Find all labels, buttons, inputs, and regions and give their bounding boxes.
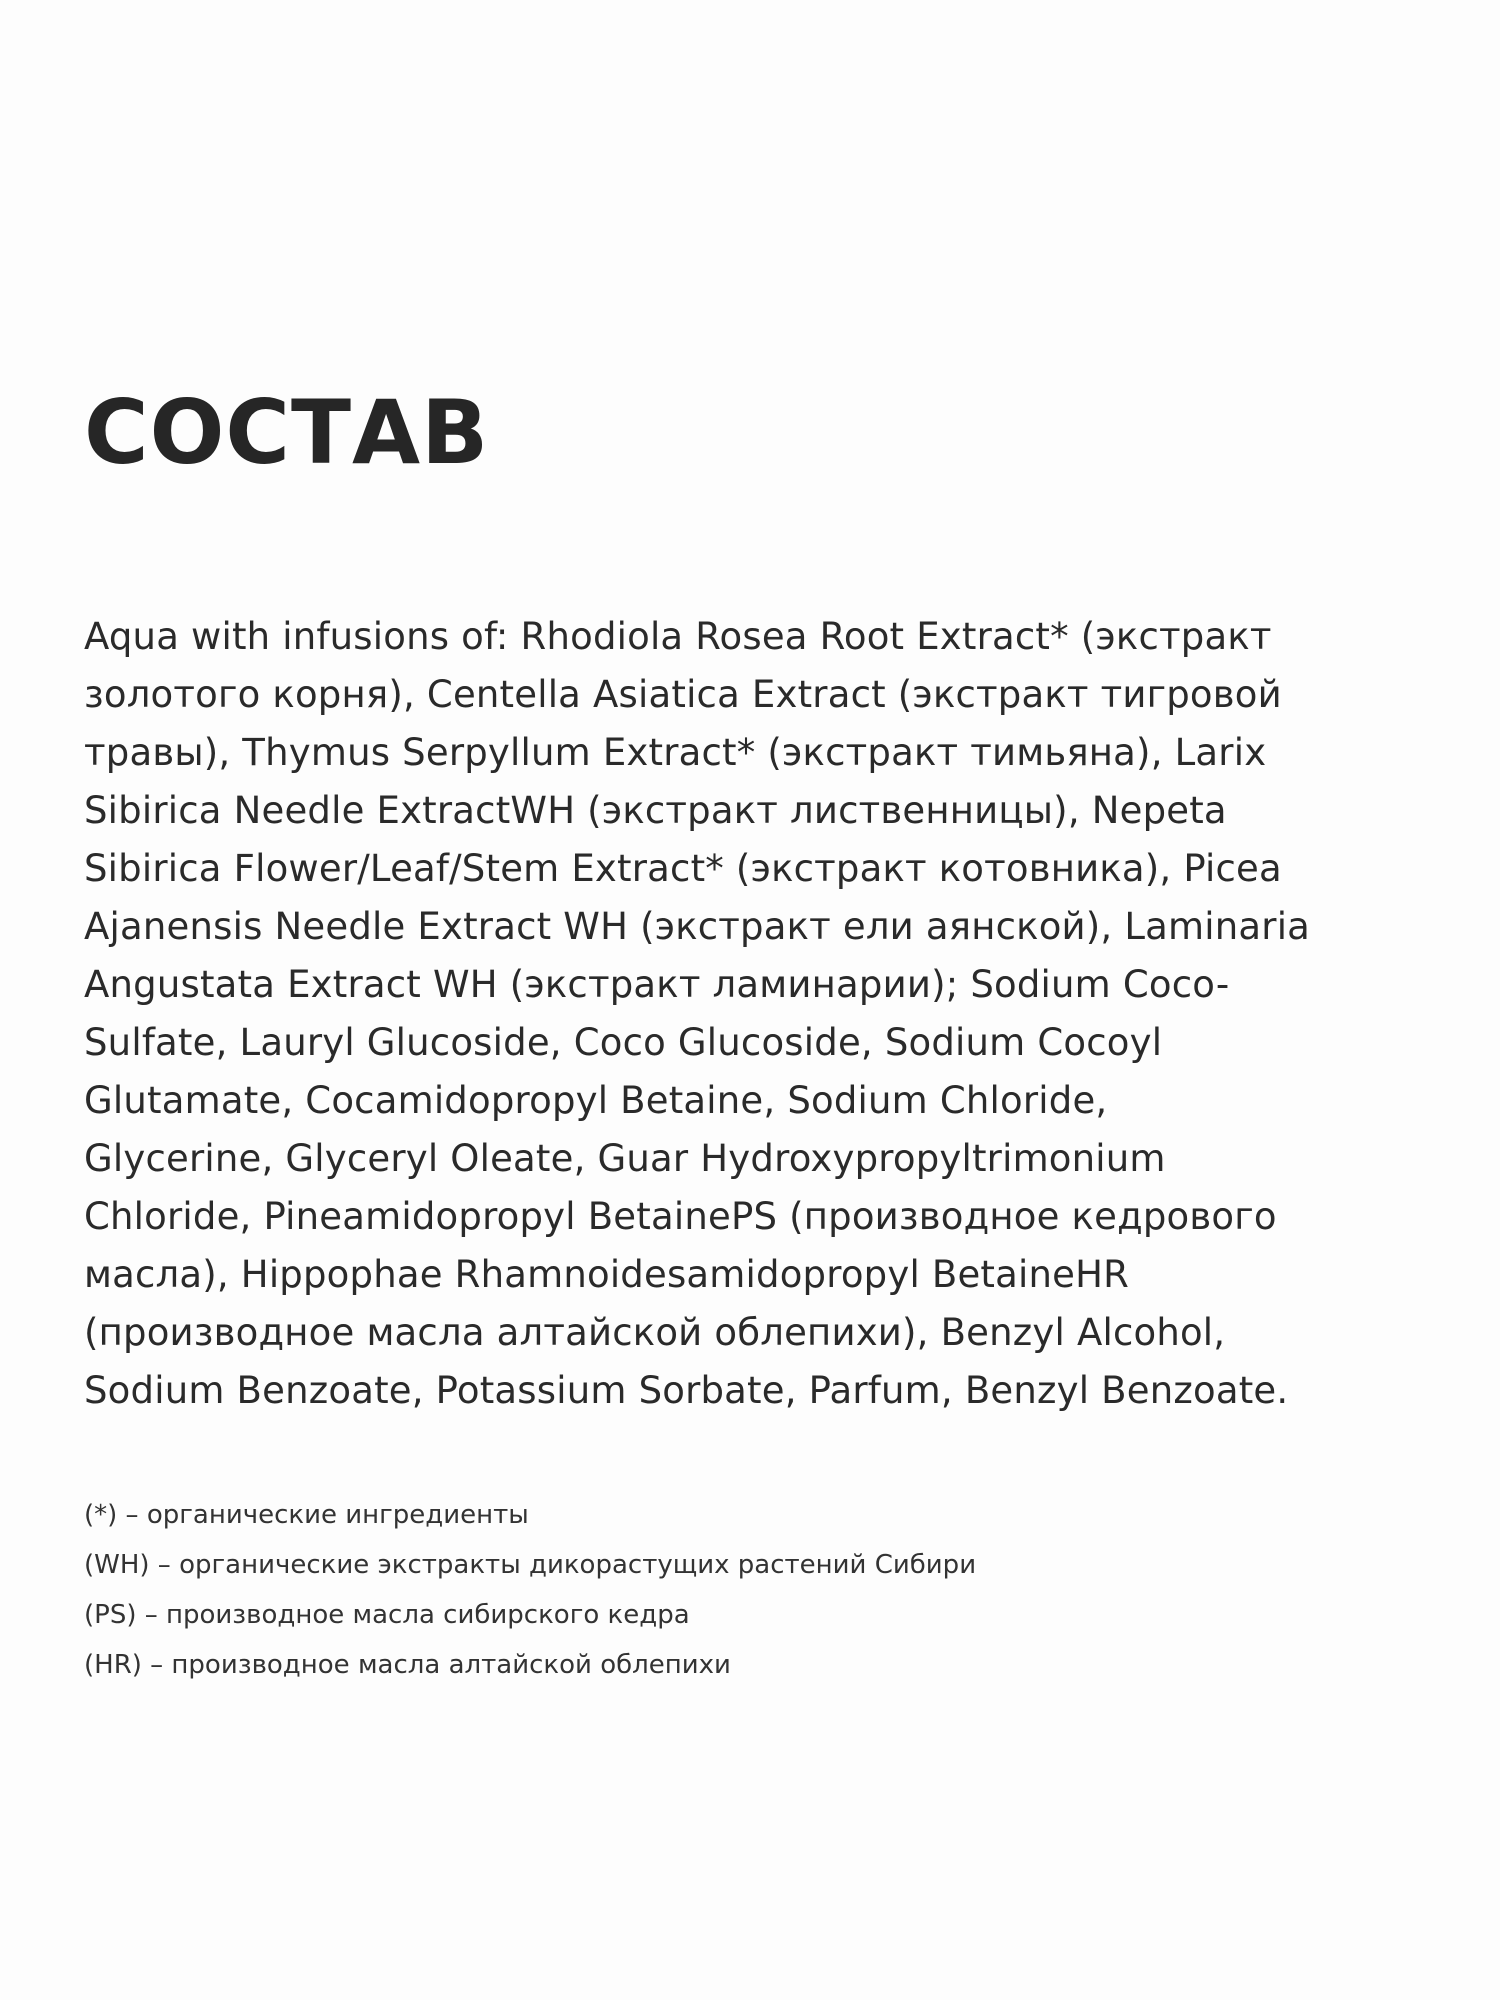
footnote-organic: (*) – органические ингредиенты (84, 1500, 529, 1530)
ingredients-line: травы), Thymus Serpyllum Extract* (экстракт тимьяна), Larix (84, 731, 1267, 774)
ingredients-line: Ajanensis Needle Extract WH (экстракт ели аянской), Laminaria (84, 905, 1311, 948)
ingredients-line: Sibirica Flower/Leaf/Stem Extract* (экстракт котовника), Picea (84, 847, 1282, 890)
ingredients-line: масла), Hippophae Rhamnoidesamidopropyl BetaineHR (84, 1253, 1130, 1296)
ingredients-line: (производное масла алтайской облепихи), Benzyl Alcohol, (84, 1311, 1226, 1354)
ingredients-line: Aqua with infusions of: Rhodiola Rosea Root Extract* (экстракт (84, 615, 1272, 658)
ingredients-line: Sodium Benzoate, Potassium Sorbate, Parfum, Benzyl Benzoate. (84, 1369, 1289, 1412)
ingredients-line: Chloride, Pineamidopropyl BetainePS (производное кедрового (84, 1195, 1277, 1238)
page-title: СОСТАВ (84, 381, 490, 484)
footnote-pine-derivative: (PS) – производное масла сибирского кедра (84, 1600, 690, 1630)
ingredients-line: Sulfate, Lauryl Glucoside, Coco Glucoside, Sodium Cocoyl (84, 1021, 1163, 1064)
ingredients-line: Glycerine, Glyceryl Oleate, Guar Hydroxypropyltrimonium (84, 1137, 1166, 1180)
ingredients-line: Angustata Extract WH (экстракт ламинарии); Sodium Coco- (84, 963, 1230, 1006)
footnote-legend (84, 1490, 976, 1690)
ingredients-line: Glutamate, Cocamidopropyl Betaine, Sodium Chloride, (84, 1079, 1108, 1122)
ingredients-text (84, 608, 1454, 1420)
footnote-wild-harvest: (WH) – органические экстракты дикорастущих растений Сибири (84, 1550, 977, 1580)
footnote-sea-buckthorn-derivative: (HR) – производное масла алтайской облепихи (84, 1650, 731, 1680)
ingredients-line: золотого корня), Centella Asiatica Extract (экстракт тигровой (84, 673, 1282, 716)
ingredients-line: Sibirica Needle ExtractWH (экстракт лиственницы), Nepeta (84, 789, 1227, 832)
